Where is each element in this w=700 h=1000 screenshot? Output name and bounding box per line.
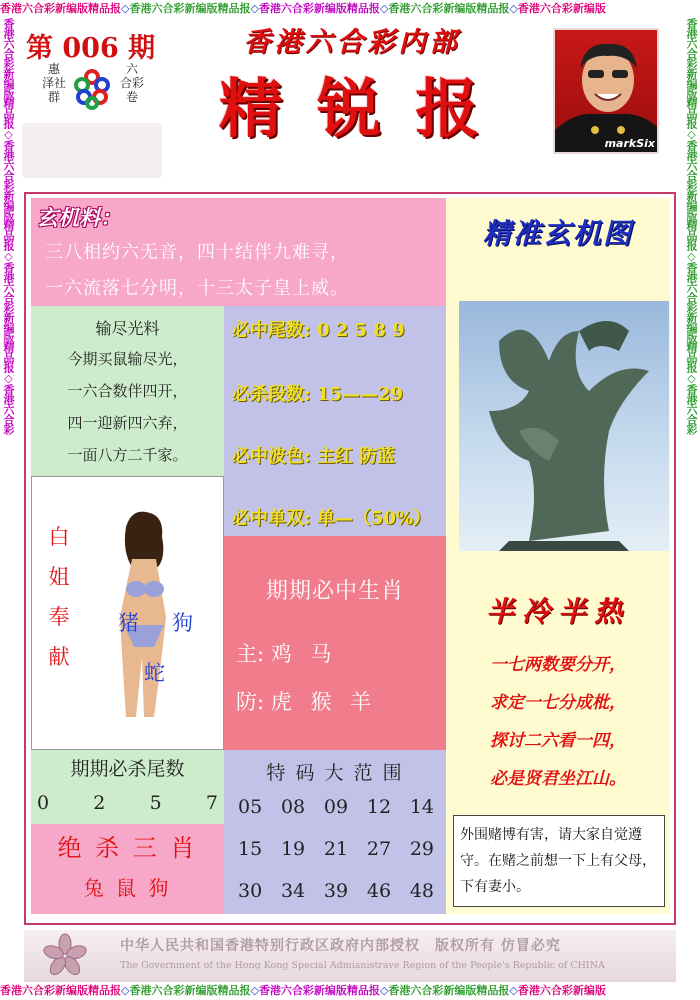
photo-caption: markSix [604, 137, 655, 150]
lose-all-line: 四一迎新四六弃， [67, 414, 188, 432]
bauhinia-emblem-icon [42, 933, 88, 979]
lose-all-heading: 输尽光料 [95, 319, 160, 338]
riddle-line-1: 三八相约六无音，四十结伴九难寻， [45, 242, 349, 263]
person-portrait-icon [555, 30, 659, 154]
poem-line: 必是贤君坐江山。 [490, 769, 626, 789]
prediction-tail: 必中尾数: 0 2 5 8 9 [232, 320, 405, 341]
header [17, 18, 683, 186]
zodiac-guard: 防: 虎 猴 羊 [236, 690, 378, 714]
poem-title: 半冷半热 [485, 595, 630, 628]
riddle-panel [31, 198, 446, 306]
header-left-shadow [22, 123, 162, 178]
special-range-heading: 特 码 大 范 围 [266, 762, 404, 784]
gift-animal-3: 蛇 [144, 661, 165, 685]
top-border: 香港六合彩新编版精品报◇香港六合彩新编版精品报◇香港六合彩新编版精品报◇香港六合彩新编版精品报◇香港六合彩新编版 [0, 2, 606, 15]
logo-left-text: 惠 泽社 群 [41, 62, 66, 104]
lose-all-line: 今期买鼠输尽光， [67, 350, 188, 368]
gift-panel [31, 476, 224, 750]
kill-zodiac-heading: 绝 杀 三 肖 [57, 834, 198, 862]
kill-tail-heading: 期期必杀尾数 [70, 758, 185, 780]
special-range-row: 05 08 09 12 14 [238, 796, 434, 818]
kill-tail-number: 2 [93, 792, 106, 814]
gambling-warning: 外围赌博有害，请大家自觉遵守。在赌之前想一下上有父母，下有妻小。 [453, 815, 665, 907]
lose-all-line: 一面八方二千家。 [67, 446, 188, 464]
riddle-line-2: 一六流落七分明，十三太子皇上威。 [45, 278, 349, 299]
logo-right-text: 六 合彩 卷 [119, 62, 144, 104]
dragon-picture [459, 301, 669, 551]
right-panel-heading: 精准玄机图 [482, 217, 633, 250]
predictions-panel [224, 306, 446, 536]
special-range-row: 30 34 39 46 48 [238, 880, 434, 902]
prediction-odd-even: 必中单双: 单—（50%） [232, 508, 432, 529]
special-range-panel [224, 750, 446, 914]
prediction-range: 必杀段数: 15——29 [232, 384, 404, 405]
zodiac-heading: 期期必中生肖 [265, 579, 404, 604]
zodiac-main: 主: 鸡 马 [236, 642, 338, 666]
host-photo [553, 28, 659, 154]
gift-vertical-text: 白 姐 奉 献 [48, 525, 70, 669]
kill-tail-number: 0 [37, 792, 50, 814]
dragon-statue-icon [459, 301, 669, 551]
footer-en: The Government of the Hong Kong Special Admianistrave Region of the People's Republic of CHINA [120, 960, 605, 971]
bottom-border: 香港六合彩新编版精品报◇香港六合彩新编版精品报◇香港六合彩新编版精品报◇香港六合彩新编版精品报◇香港六合彩新编版 [0, 984, 606, 997]
poem-line: 探讨二六看一四， [490, 731, 626, 751]
issue-number: 第 006 期 [26, 33, 156, 64]
lose-all-panel [31, 306, 224, 476]
kill-zodiac-panel [31, 824, 224, 914]
zodiac-panel [224, 536, 446, 750]
right-border: 香港六合彩新编版精品报◇香港六合彩新编版精品报◇香港六合彩新编版精品报◇香港六合彩 [685, 18, 698, 434]
kill-tail-numbers [37, 792, 218, 814]
kill-tail-number: 7 [205, 792, 218, 814]
kill-tail-panel [31, 750, 224, 824]
footer-cn: 中华人民共和国香港特别行政区政府内部授权 版权所有 仿冒必究 [120, 938, 561, 954]
poem-line: 一七两数要分开， [490, 655, 626, 675]
riddle-heading: 玄机料： [37, 205, 121, 230]
lose-all-line: 一六合数伴四开， [67, 382, 188, 400]
kill-tail-number: 5 [149, 792, 162, 814]
poem-line: 求定一七分成枇， [490, 693, 626, 713]
footer [24, 930, 676, 982]
kill-zodiac-value: 兔 鼠 狗 [83, 876, 172, 900]
gift-animal-1: 猪 [118, 611, 139, 635]
mark-six-logo-icon [71, 68, 113, 110]
main-title: 精 锐 报 [218, 72, 486, 147]
left-border: 香港六合彩新编版精品报◇香港六合彩新编版精品报◇香港六合彩新编版精品报◇香港六合彩 [2, 18, 15, 434]
prediction-color: 必中波色: 主红 防蓝 [232, 446, 396, 467]
special-range-row: 15 19 21 27 29 [238, 838, 434, 860]
gift-animal-2: 狗 [172, 611, 193, 635]
right-panel [446, 198, 670, 914]
subtitle: 香港六合彩内部 [243, 27, 461, 58]
